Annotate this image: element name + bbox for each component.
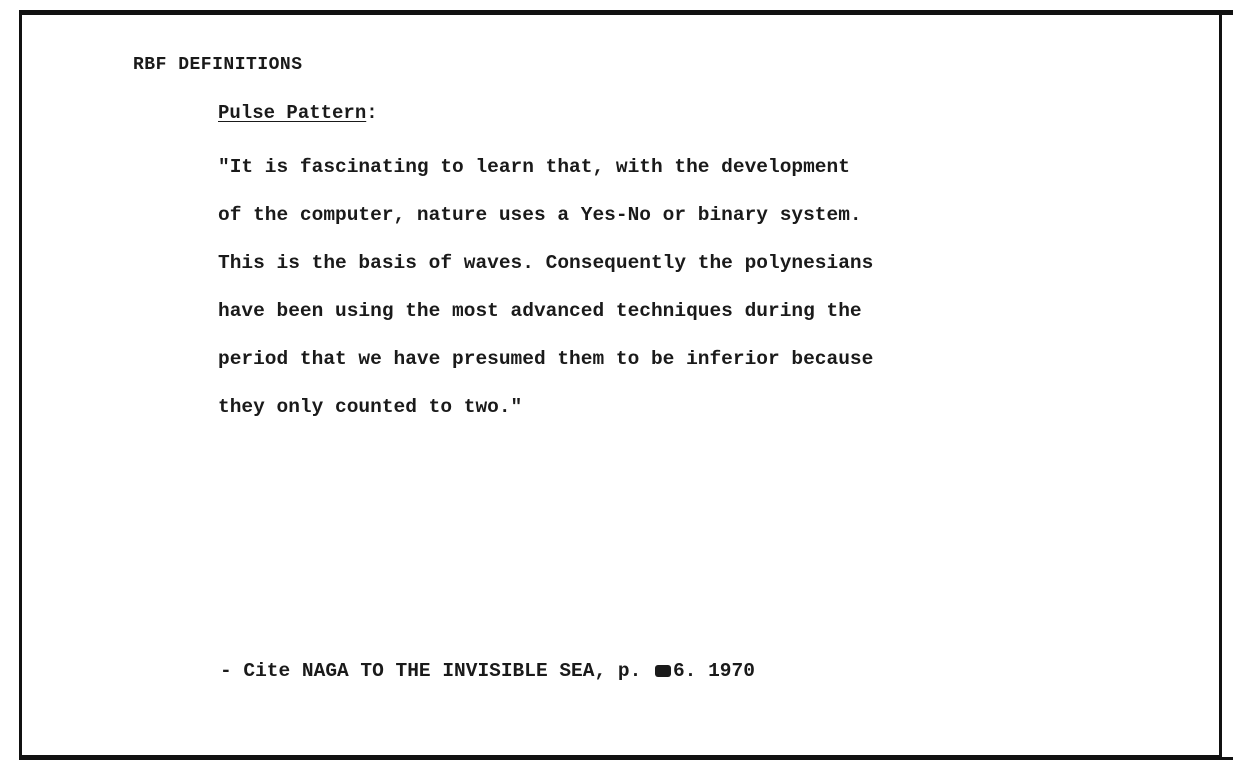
citation-source: - Cite NAGA TO THE INVISIBLE SEA, p.: [220, 660, 642, 682]
quote-line: have been using the most advanced techniques during the: [218, 300, 862, 322]
citation: [220, 660, 755, 682]
card-edge: [1219, 10, 1233, 15]
definition-quote: [218, 143, 1048, 431]
quote-line: of the computer, nature uses a Yes-No or binary system.: [218, 204, 862, 226]
definition-term-colon: :: [366, 102, 378, 124]
quote-line: "It is fascinating to learn that, with the development: [218, 156, 850, 178]
quote-line: they only counted to two.": [218, 396, 523, 418]
definition-term-label: Pulse Pattern: [218, 102, 367, 124]
ink-smudge-icon: [655, 665, 671, 677]
quote-line: This is the basis of waves. Consequently the polynesians: [218, 252, 874, 274]
bottom-rule: [19, 757, 1233, 760]
citation-page-year: 6. 1970: [672, 660, 755, 682]
document-heading: RBF DEFINITIONS: [133, 55, 303, 75]
definition-term: [218, 102, 378, 124]
quote-line: period that we have presumed them to be inferior because: [218, 348, 874, 370]
